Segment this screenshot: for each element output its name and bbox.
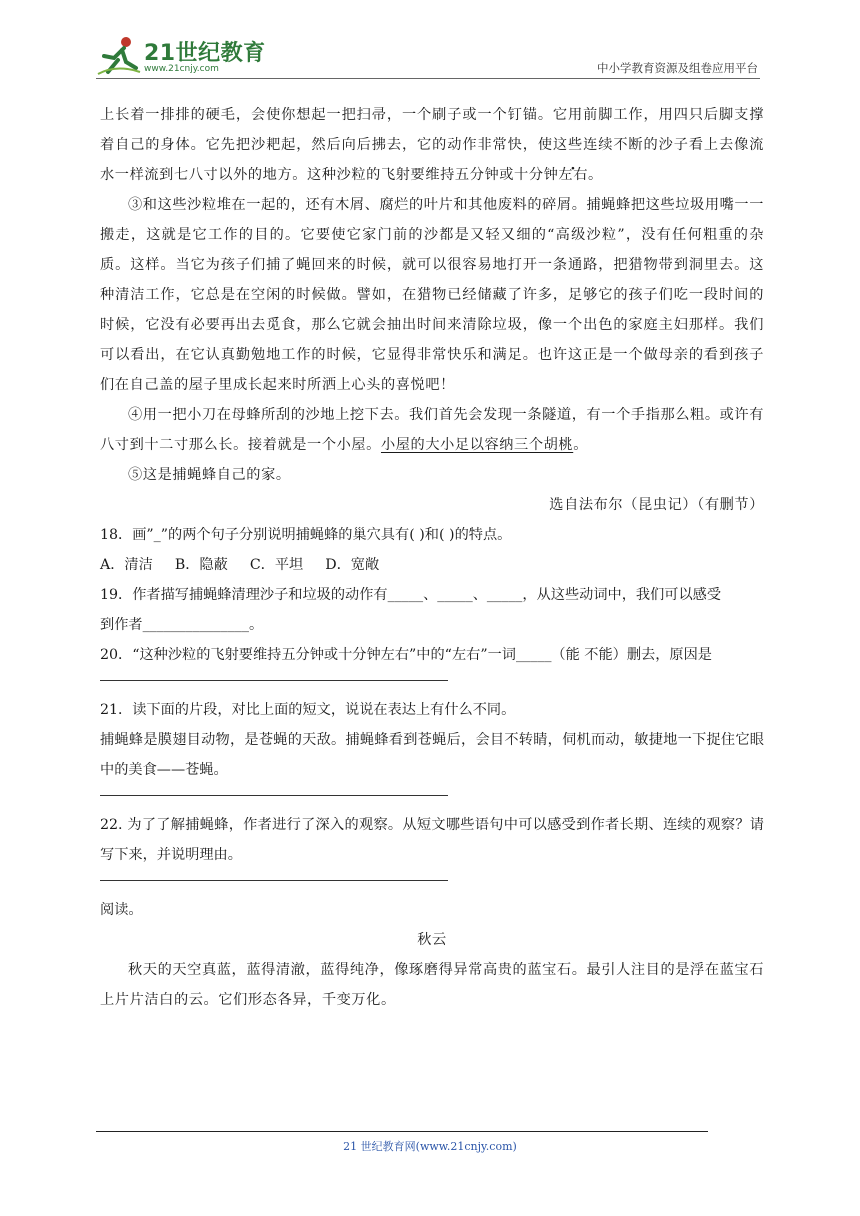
question-18: 18．画”_”的两个句子分别说明捕蝇蜂的巢穴具有( )和( )的特点。: [100, 527, 512, 543]
site-logo: [96, 34, 266, 78]
option-b: B．隐蔽: [174, 557, 228, 573]
question-22: 22. 为了了解捕蝇蜂，作者进行了深入的观察。从短文哪些语句中可以感受到作者长期、连续的观察？请写下来，并说明理由。: [100, 817, 764, 863]
question-19: 19．作者描写捕蝇蜂清理沙子和垃圾的动作有_____、_____、_____，从这些动词中，我们可以感受 到作者_______________。: [100, 587, 722, 633]
document-body: [100, 100, 764, 1015]
passage-paragraph-5: ⑤这是捕蝇蜂自己的家。: [128, 467, 291, 483]
answer-line-22: [100, 880, 448, 881]
page-footer: 21 世纪教育网(www.21cnjy.com): [343, 1140, 517, 1153]
dotted-word: 左右: [558, 167, 588, 183]
logo-sub-text: www.21cnjy.com: [144, 64, 219, 74]
question-20: 20．“这种沙粒的飞射要维持五分钟或十分钟左右”中的“左右”一词_____（能 不能）删去，原因是: [100, 647, 712, 663]
header-divider: [96, 78, 760, 79]
platform-name: 中小学教育资源及组卷应用平台: [597, 61, 758, 75]
runner-logo-icon: [96, 34, 142, 78]
reading-paragraph-1: 秋天的天空真蓝，蓝得清澈，蓝得纯净，像琢磨得异常高贵的蓝宝石。最引人注目的是浮在蓝宝石上片片洁白的云。它们形态各异，千变万化。: [100, 962, 764, 1008]
answer-line-21: [100, 795, 448, 796]
reading-label: 阅读。: [100, 902, 143, 918]
option-d: D．宽敞: [325, 557, 380, 573]
passage-paragraph-3: ③和这些沙粒堆在一起的，还有木屑、腐烂的叶片和其他废料的碎屑。捕蝇蜂把这些垃圾用嘴一一搬走，这就是它工作的目的。它要使它家门前的沙都是又轻又细的“高级沙粒”，没有任何粗重的杂质。这样。当它为孩子们捕了蝇回来的时候，就可以很容易地打开一条通路，把猎物带到洞里去。这种清洁工作，它总是在空闲的时候做。譬如，在猎物已经储藏了许多，足够它的孩子们吃一段时间的时候，它没有必要再出去觅食，那么它就会抽出时间来清除垃圾，像一个出色的家庭主妇那样。我们可以看出，在它认真勤勉地工作的时候，它显得非常快乐和满足。也许这正是一个做母亲的看到孩子们在自己盖的屋子里成长起来时所洒上心头的喜悦吧！: [100, 197, 764, 393]
footer-divider: [96, 1131, 708, 1132]
option-a: A．清洁: [100, 557, 153, 573]
question-18-options: [100, 550, 764, 580]
page-header: [96, 30, 760, 82]
passage-paragraph-2: 上长着一排排的硬毛，会使你想起一把扫帚，一个刷子或一个钉锚。它用前脚工作，用四只后脚支撑着自己的身体。它先把沙耙起，然后向后拂去，它的动作非常快，使这些连续不断的沙子看上去像流水一样流到七八寸以外的地方。这种沙粒的飞射要维持五分钟或十分钟左右。: [100, 107, 764, 183]
answer-line-20: [100, 680, 448, 681]
underlined-sentence: 小屋的大小足以容纳三个胡桃: [380, 437, 574, 453]
passage-paragraph-4: ④用一把小刀在母蜂所刮的沙地上挖下去。我们首先会发现一条隧道，有一个手指那么粗。或许有八寸到十二寸那么长。接着就是一个小屋。小屋的大小足以容纳三个胡桃。: [100, 407, 764, 453]
option-c: C．平坦: [249, 557, 304, 573]
passage-source: 选自法布尔（昆虫记）（有删节）: [549, 497, 764, 513]
reading-title: 秋云: [417, 932, 447, 948]
question-21-excerpt: 捕蝇蜂是膜翅目动物，是苍蝇的天敌。捕蝇蜂看到苍蝇后，会目不转睛，伺机而动，敏捷地一下捉住它眼中的美食——苍蝇。: [100, 732, 764, 778]
question-21: 21．读下面的片段，对比上面的短文，说说在表达上有什么不同。: [100, 702, 516, 718]
logo-main-text: 21世纪教育: [144, 41, 266, 66]
